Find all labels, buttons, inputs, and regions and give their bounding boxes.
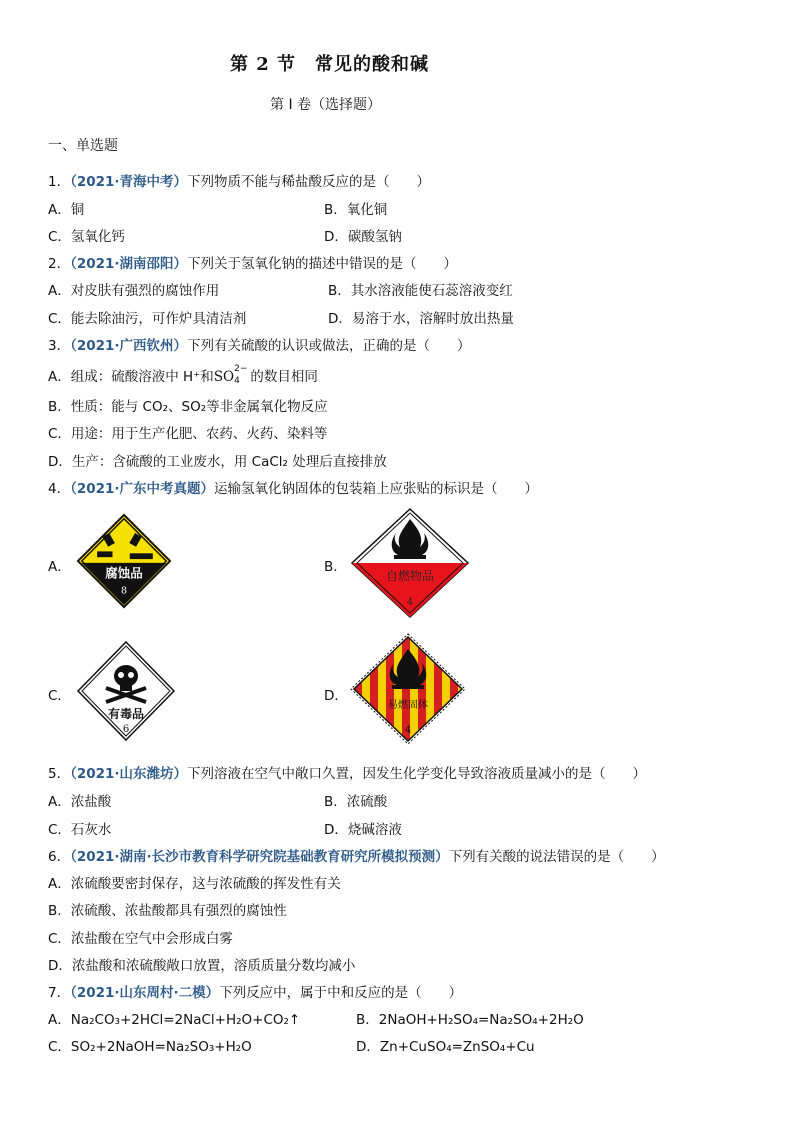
q4-option-a-label: A． bbox=[48, 559, 71, 575]
q4-option-d-label: D． bbox=[324, 688, 348, 704]
q5-option-b: B．浓硫酸 bbox=[324, 794, 388, 810]
sign-c-number: 6 bbox=[122, 724, 130, 735]
section-heading: 一、单选题 bbox=[48, 138, 118, 154]
question-7-stem: 7．（2021·山东周村·二模）下列反应中，属于中和反应的是（ ） bbox=[48, 985, 463, 1001]
question-1-source: （2021·青海中考） bbox=[70, 174, 188, 190]
question-4-stem: 4．（2021·广东中考真题）运输氢氧化钠固体的包装箱上应张贴的标识是（ ） bbox=[48, 481, 539, 497]
q5-option-c: C．石灰水 bbox=[48, 822, 112, 838]
question-3-stem: 3．（2021·广西钦州）下列有关硫酸的认识或做法，正确的是（ ） bbox=[48, 338, 471, 354]
q1-option-c: C．氢氧化钙 bbox=[48, 229, 125, 245]
q7-option-b: B．2NaOH+H₂SO₄=Na₂SO₄+2H₂O bbox=[356, 1012, 584, 1028]
q6-option-d: D．浓盐酸和浓硫酸敞口放置，溶质质量分数均减小 bbox=[48, 958, 356, 974]
question-7-source: （2021·山东周村·二模） bbox=[70, 985, 220, 1001]
question-2-stem: 2．（2021·湖南邵阳）下列关于氢氧化钠的描述中错误的是（ ） bbox=[48, 256, 458, 272]
sign-b-number: 4 bbox=[406, 597, 414, 608]
q3-option-d: D．生产：含硫酸的工业废水，用 CaCl₂ 处理后直接排放 bbox=[48, 454, 387, 470]
q7-option-a: A．Na₂CO₃+2HCl=2NaCl+H₂O+CO₂↑ bbox=[48, 1012, 301, 1028]
spontaneous-combustion-sign-icon bbox=[350, 507, 470, 619]
question-1-stem: 1．（2021·青海中考）下列物质不能与稀盐酸反应的是（ ） bbox=[48, 174, 431, 190]
q6-option-c: C．浓盐酸在空气中会形成白雾 bbox=[48, 931, 233, 947]
q3-option-c: C．用途：用于生产化肥、农药、火药、染料等 bbox=[48, 426, 328, 442]
q1-option-d: D．碳酸氢钠 bbox=[324, 229, 402, 245]
sign-d-number: 4 bbox=[404, 725, 412, 736]
question-6-source: （2021·湖南·长沙市教育科学研究院基础教育研究所模拟预测） bbox=[70, 849, 449, 865]
q4-option-b-label: B． bbox=[324, 559, 347, 575]
question-3-source: （2021·广西钦州） bbox=[70, 338, 188, 354]
toxic-sign-icon bbox=[76, 640, 176, 742]
q5-option-a: A．浓盐酸 bbox=[48, 794, 112, 810]
q2-option-c: C．能去除油污，可作炉具清洁剂 bbox=[48, 311, 247, 327]
q2-option-d: D．易溶于水，溶解时放出热量 bbox=[328, 311, 514, 327]
q7-option-c: C．SO₂+2NaOH=Na₂SO₃+H₂O bbox=[48, 1039, 252, 1055]
q2-option-b: B．其水溶液能使石蕊溶液变红 bbox=[328, 283, 513, 299]
question-4-source: （2021·广东中考真题） bbox=[70, 481, 215, 497]
question-5-stem: 5．（2021·山东潍坊）下列溶液在空气中敞口久置，因发生化学变化导致溶液质量减小的是（ ） bbox=[48, 766, 647, 782]
q3-option-b: B．性质：能与 CO₂、SO₂等非金属氧化物反应 bbox=[48, 399, 328, 415]
question-2-source: （2021·湖南邵阳） bbox=[70, 256, 188, 272]
sign-a-number: 8 bbox=[120, 585, 128, 597]
q7-option-d: D．Zn+CuSO₄=ZnSO₄+Cu bbox=[356, 1039, 535, 1055]
sign-b-text: 自燃物品 bbox=[385, 569, 435, 583]
question-6-stem: 6．（2021·湖南·长沙市教育科学研究院基础教育研究所模拟预测）下列有关酸的说法错误的是（ ） bbox=[48, 849, 665, 865]
volume-subtitle: 第 I 卷（选择题） bbox=[270, 97, 382, 113]
q3-option-a: A．组成：硫酸溶液中 H⁺和SO 2− 4 的数目相同 bbox=[48, 364, 318, 386]
q6-option-b: B．浓硫酸、浓盐酸都具有强烈的腐蚀性 bbox=[48, 903, 287, 919]
q5-option-d: D．烧碱溶液 bbox=[324, 822, 402, 838]
corrosive-sign-icon bbox=[76, 513, 172, 609]
page-title: 第 2 节 常见的酸和碱 bbox=[230, 54, 430, 75]
q1-option-b: B．氧化铜 bbox=[324, 202, 388, 218]
flammable-solid-sign-icon bbox=[350, 633, 466, 745]
sign-c-text: 有毒品 bbox=[107, 707, 145, 721]
sign-d-text: 易燃固体 bbox=[388, 700, 428, 711]
q4-option-c-label: C． bbox=[48, 688, 71, 704]
q1-option-a: A．铜 bbox=[48, 202, 85, 218]
q2-option-a: A．对皮肤有强烈的腐蚀作用 bbox=[48, 283, 220, 299]
sign-a-text: 腐蚀品 bbox=[105, 565, 143, 581]
question-5-source: （2021·山东潍坊） bbox=[70, 766, 188, 782]
q6-option-a: A．浓硫酸要密封保存，这与浓硫酸的挥发性有关 bbox=[48, 876, 341, 892]
